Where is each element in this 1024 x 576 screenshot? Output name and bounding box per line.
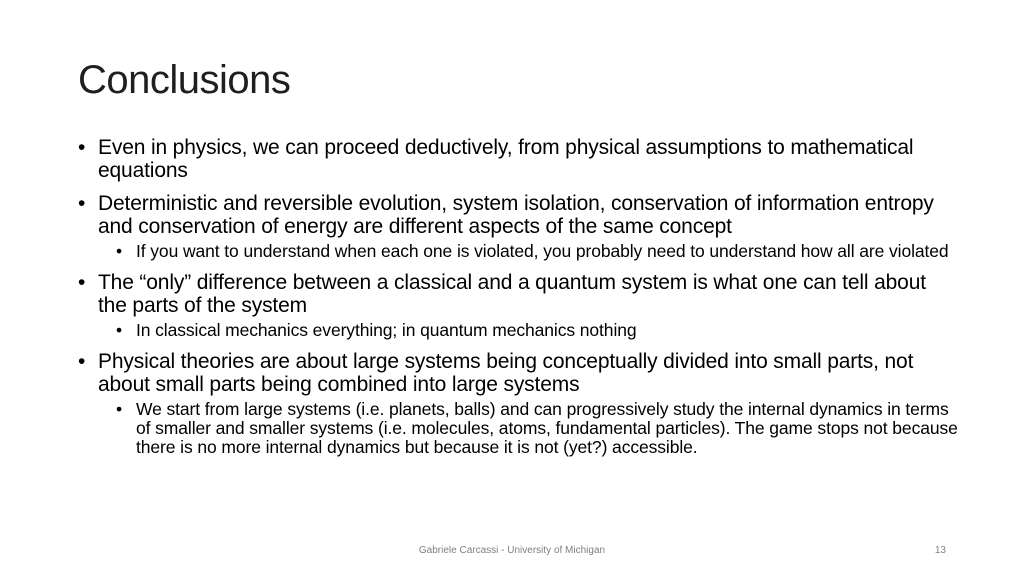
subbullet-3-1 bbox=[78, 321, 958, 340]
bullet-1 bbox=[78, 136, 958, 182]
subbullet-text: We start from large systems (i.e. planets, balls) and can progressively study the internal dynamics in terms of smaller and smaller systems (i.e. molecules, atoms, fundamental particles). The game stops not because there is no more internal dynamics but because it is not (yet?) accessible. bbox=[136, 399, 958, 457]
slide-content bbox=[78, 136, 958, 457]
bullet-dot: • bbox=[78, 271, 86, 294]
bullet-dot: • bbox=[78, 350, 86, 373]
bullet-text: Even in physics, we can proceed deductively, from physical assumptions to mathematical equations bbox=[98, 136, 914, 182]
bullet-text: The “only” difference between a classical and a quantum system is what one can tell about the parts of the system bbox=[98, 271, 926, 317]
subbullet-2-1 bbox=[78, 242, 958, 261]
footer-author: Gabriele Carcassi - University of Michigan bbox=[418, 545, 606, 556]
bullet-text: Deterministic and reversible evolution, system isolation, conservation of information entropy and conservation of energy are different aspects of the same concept bbox=[98, 192, 934, 238]
subbullet-text: If you want to understand when each one is violated, you probably need to understand how all are violated bbox=[136, 241, 949, 261]
subbullet-4-1 bbox=[78, 400, 958, 457]
bullet-dot: • bbox=[78, 192, 86, 215]
page-number: 13 bbox=[934, 545, 946, 556]
subbullet-dot: • bbox=[116, 241, 123, 261]
bullet-text: Physical theories are about large systems being conceptually divided into small parts, not about small parts being combined into large systems bbox=[98, 350, 914, 396]
subbullet-text: In classical mechanics everything; in quantum mechanics nothing bbox=[136, 320, 637, 340]
slide-title: Conclusions bbox=[78, 58, 291, 102]
bullet-dot: • bbox=[78, 136, 86, 159]
bullet-2 bbox=[78, 192, 958, 238]
subbullet-dot: • bbox=[116, 399, 123, 419]
bullet-3 bbox=[78, 271, 958, 317]
subbullet-dot: • bbox=[116, 320, 123, 340]
bullet-4 bbox=[78, 350, 958, 396]
